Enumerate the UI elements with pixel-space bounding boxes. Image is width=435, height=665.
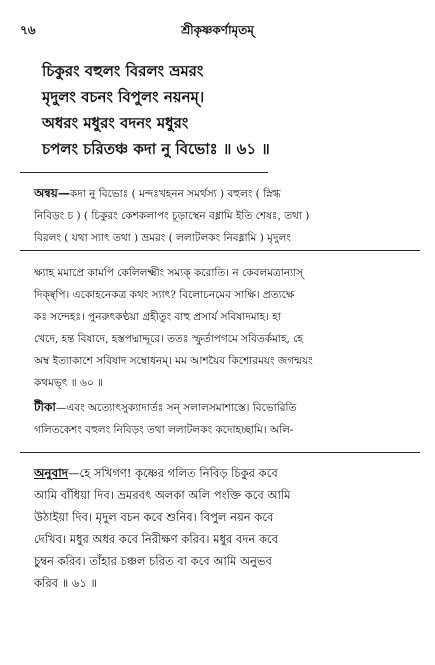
anubad-line: আমি বাঁধিয়া দিব। ভ্রমরবৎ অলকা অলি পংক্তি কবে আমি — [34, 488, 291, 502]
commentary-line: অম্ব ইত্যাকাশে সবিষাদ সম্বোধনম্‌। মম আশয়ৈব কিশোরময়ং জগন্ময়ং — [34, 355, 313, 367]
commentary-line: কঃ সন্দেহঃ। পুনরুৎকণ্ঠয়া গ্রহীতুং বাহু প্রসার্য সবিষাদমাহ। হা — [34, 311, 281, 323]
tika-label: টীকা — [34, 400, 56, 414]
commentary-line: ক্ষ্যাহ মমাপ্রে কামপি কেলিলক্ষ্মীং সম্যক্‌ করোতি। ন কেবলমত্রান্যাস্‌ — [34, 267, 304, 279]
verse-line: অধরং মধুরং বদনং মধুরং — [42, 114, 189, 132]
anubad-line: উঠাইয়া দিব। মৃদুল বচন কবে শুনিব। বিপুল নয়ন কবে — [34, 510, 274, 524]
tika-section — [34, 396, 416, 441]
anubad-line: চুম্বন করিব। তাঁহার চঞ্চল চরিত বা কবে আমি অনুভব — [34, 554, 272, 568]
commentary-line: কথমভ্‌ৎ ॥ ৬০ ॥ — [34, 377, 103, 389]
anubad-label: অনুবাদ — [34, 466, 69, 480]
verse-block — [42, 58, 422, 162]
anubad-line: দেখিব। মধুর অধর কবে নিরীক্ষণ করিব। মধুর বদন কবে — [34, 532, 279, 546]
divider-rule — [20, 452, 420, 453]
commentary-line: দিক্ষ্ব্‌পি। একোহনেকত্র কথং স্যাৎ? বিলোচনমেব সাক্ষি। প্রত্যক্ষে — [34, 289, 295, 301]
commentary-line: খেদে, হন্ত বিষাদে, হস্তপদ্মাদ্দূরে। ততঃ স্ফুর্তাপগমে সবিতর্কমাহ, হে — [34, 333, 303, 345]
verse-line: মৃদুলং বচনং বিপুলং নয়নম্‌। — [42, 88, 205, 106]
anubad-line: করিব ॥ ৬১ ॥ — [34, 576, 97, 590]
divider-rule — [20, 250, 420, 251]
page-number: ৭৬ — [20, 23, 36, 37]
anvaya-label: অন্বয়— — [34, 186, 70, 200]
running-title: শ্রীকৃষ্ণকর্ণামৃতম্‌ — [181, 23, 254, 37]
anvaya-line: বিরলং ( যথা স্যাৎ তথা ) ভ্রমরং ( ললাটলকং নিবধ্নামি ) মৃদুলং — [34, 232, 291, 244]
divider-rule — [20, 172, 268, 173]
anubad-section — [34, 462, 416, 594]
tika-line: —এবং অত্যোৎসুক্যাদার্তঃ সন্‌ সলালসমাশাস্তে। বিভোরিতি — [55, 402, 297, 414]
page-header — [20, 22, 415, 40]
verse-line: চিকুরং বহুলং বিরলং ভ্রমরং — [42, 62, 204, 80]
commentary-section — [34, 262, 416, 394]
anvaya-line: নিবিড়ং চ ) ( চিকুরং কেশকলাপং চূড়াস্থেন বধ্নামি ইতি শেষঃ, তথা ) — [34, 210, 310, 222]
tika-line: গলিতকেশং বহুলং নিবিড়ং তথা ললাটলকং কদোহচ্ছামি। অলি- — [34, 424, 294, 436]
anvaya-line: কদা নু বিভোঃ ( মন্দঃখহনন সমর্থস্য ) বহুলং ( স্নিগ্ধ — [69, 188, 281, 200]
anubad-line: —হে সখিগণ! কৃষ্ণের গলিত নিবিড় চিকুর কবে — [68, 466, 278, 480]
verse-line: চপলং চরিতঞ্চ কদা নু বিভোঃ ॥ ৬১ ॥ — [42, 140, 270, 158]
anvaya-section — [34, 182, 416, 249]
